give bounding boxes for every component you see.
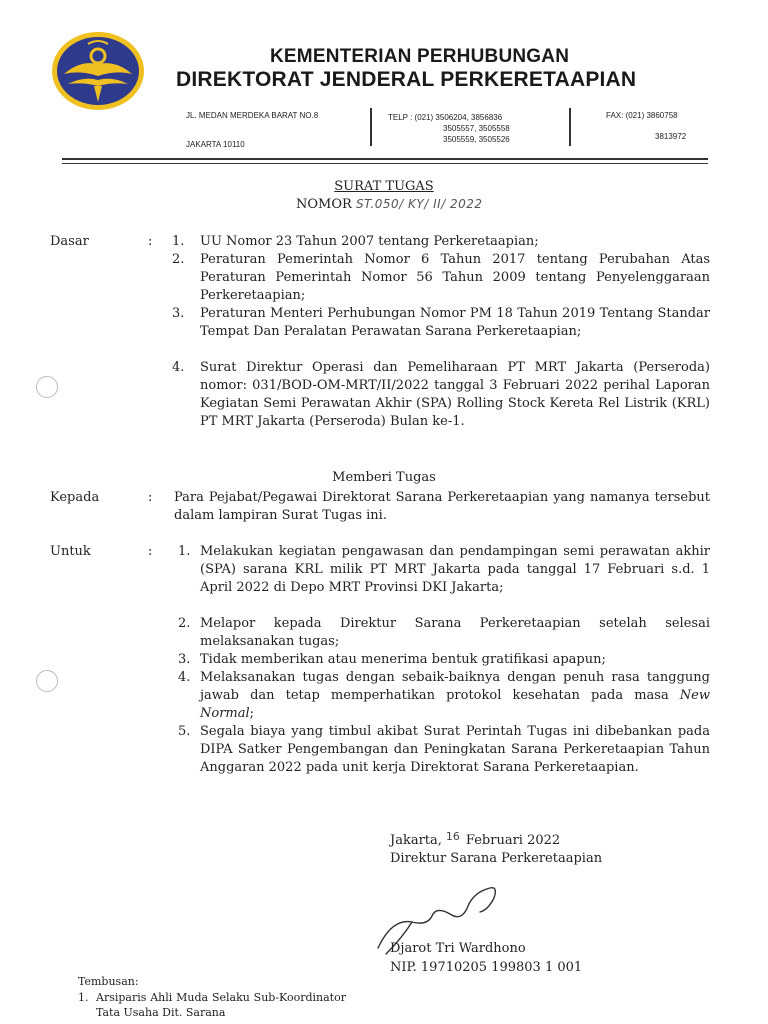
item-number: 2. [172,252,185,267]
header-rule [62,163,708,164]
item-text: Arsiparis Ahli Muda Selaku Sub-Koordinator Tata Usaha Dit. Sarana [96,991,346,1019]
dasar-item [172,233,710,251]
dasar-item [172,251,710,305]
untuk-label: Untuk [50,544,91,559]
header-divider [569,108,571,146]
item-text: Surat Direktur Operasi dan Pemeliharaan PT MRT Jakarta (Perseroda) nomor: 031/BOD-OM-MRT/II/2022 tanggal 3 Februari 2022 perihal Laporan Kegiatan Semi Perawatan Akhir (SPA) Rolling Stock Kereta Rel Listrik (KRL) PT MRT Jakarta (Perseroda) Bulan ke-1. [200,360,710,429]
untuk-item [178,723,710,777]
month-year: Februari 2022 [465,833,561,848]
handwritten-number: ST.050/ KY/ II/ 2022 [355,197,483,211]
item-number: 3. [172,306,185,321]
item-text: Melakukan kegiatan pengawasan dan pendampingan semi perawatan akhir (SPA) sarana KRL milik PT MRT Jakarta pada tanggal 17 Februari s.d. 1 April 2022 di Depo MRT Provinsi DKI Jakarta; [200,544,710,595]
document-title [0,179,768,194]
item-text: Tidak memberikan atau menerima bentuk gratifikasi apapun; [200,652,606,667]
document-number [296,197,483,212]
number-prefix: NOMOR [296,197,352,212]
signatory-name: Djarot Tri Wardhono [390,941,526,956]
item-text: UU Nomor 23 Tahun 2007 tentang Perkeretaapian; [200,234,539,249]
untuk-item [178,669,710,723]
item-number: 2. [178,616,191,631]
item-text: Peraturan Pemerintah Nomor 6 Tahun 2017 tentang Perubahan Atas Peraturan Pemerintah Nomor 56 Tahun 2009 tentang Penyelenggaraan Perkeretaapian; [200,252,710,303]
ministry-name: KEMENTERIAN PERHUBUNGAN [270,46,570,67]
item-text: Melapor kepada Direktur Sarana Perkeretaapian setelah selesai melaksanakan tugas; [200,616,710,649]
kepada-label: Kepada [50,490,100,505]
dasar-label: Dasar [50,234,89,249]
address-street: JL. MEDAN MERDEKA BARAT NO.8 [186,111,319,120]
item-number: 1. [178,544,191,559]
item-number: 1. [172,234,185,249]
header-divider [370,108,372,146]
italic-term: New Normal [200,688,710,721]
item-text [200,669,710,723]
section-heading: Memberi Tugas [332,470,436,485]
place-date [390,832,560,850]
dasar-item [172,359,710,431]
telephone-block [388,112,510,145]
address-city: JAKARTA 10110 [186,140,245,149]
fax-line: FAX: (021) 3860758 [606,111,678,120]
item-number: 5. [178,724,191,739]
untuk-item [178,651,710,669]
document-title-text: SURAT TUGAS [334,179,434,194]
item-text: Peraturan Menteri Perhubungan Nomor PM 18 Tahun 2019 Tentang Standar Tempat Dan Peralatan Perawatan Sarana Perkeretaapian; [200,306,710,339]
place: Jakarta, [390,833,442,848]
signatory-nip: NIP. 19710205 199803 1 001 [390,960,583,975]
item-text-end: ; [249,706,255,721]
fax-line: 3813972 [655,132,687,141]
punch-hole [36,376,58,398]
untuk-item [178,543,710,597]
item-number: 1. [78,991,89,1004]
item-number: 4. [178,670,191,685]
dasar-colon: : [148,234,153,249]
item-number: 4. [172,360,185,375]
kepada-text: Para Pejabat/Pegawai Direktorat Sarana Perkeretaapian yang namanya tersebut dalam lampiran Surat Tugas ini. [174,490,710,523]
dasar-item [172,305,710,341]
handwritten-day: 16 [445,830,460,843]
item-text: Segala biaya yang timbul akibat Surat Perintah Tugas ini dibebankan pada DIPA Satker Pengembangan dan Peningkatan Sarana Perkeretaapian Tahun Anggaran 2022 pada unit kerja Direktorat Sarana Perkeretaapian. [200,724,710,775]
item-number: 3. [178,652,191,667]
directorate-name: DIREKTORAT JENDERAL PERKERETAAPIAN [176,68,637,91]
telephone-line: 3505559, 3505526 [443,135,510,144]
header-rule [62,158,708,160]
untuk-colon: : [148,544,153,559]
kepada-colon: : [148,490,153,505]
tembusan-heading: Tembusan: [78,975,139,988]
tembusan-item [78,990,346,1020]
ministry-logo [50,30,146,112]
untuk-item [178,615,710,651]
item-text-main: Melaksanakan tugas dengan sebaik-baiknya dengan penuh rasa tanggung jawab dan tetap memperhatikan protokol kesehatan pada masa [200,670,710,703]
punch-hole [36,670,58,692]
telephone-line: TELP : (021) 3506204, 3856836 [388,113,503,122]
telephone-line: 3505557, 3505558 [443,124,510,133]
signatory-role: Direktur Sarana Perkeretaapian [390,851,603,866]
